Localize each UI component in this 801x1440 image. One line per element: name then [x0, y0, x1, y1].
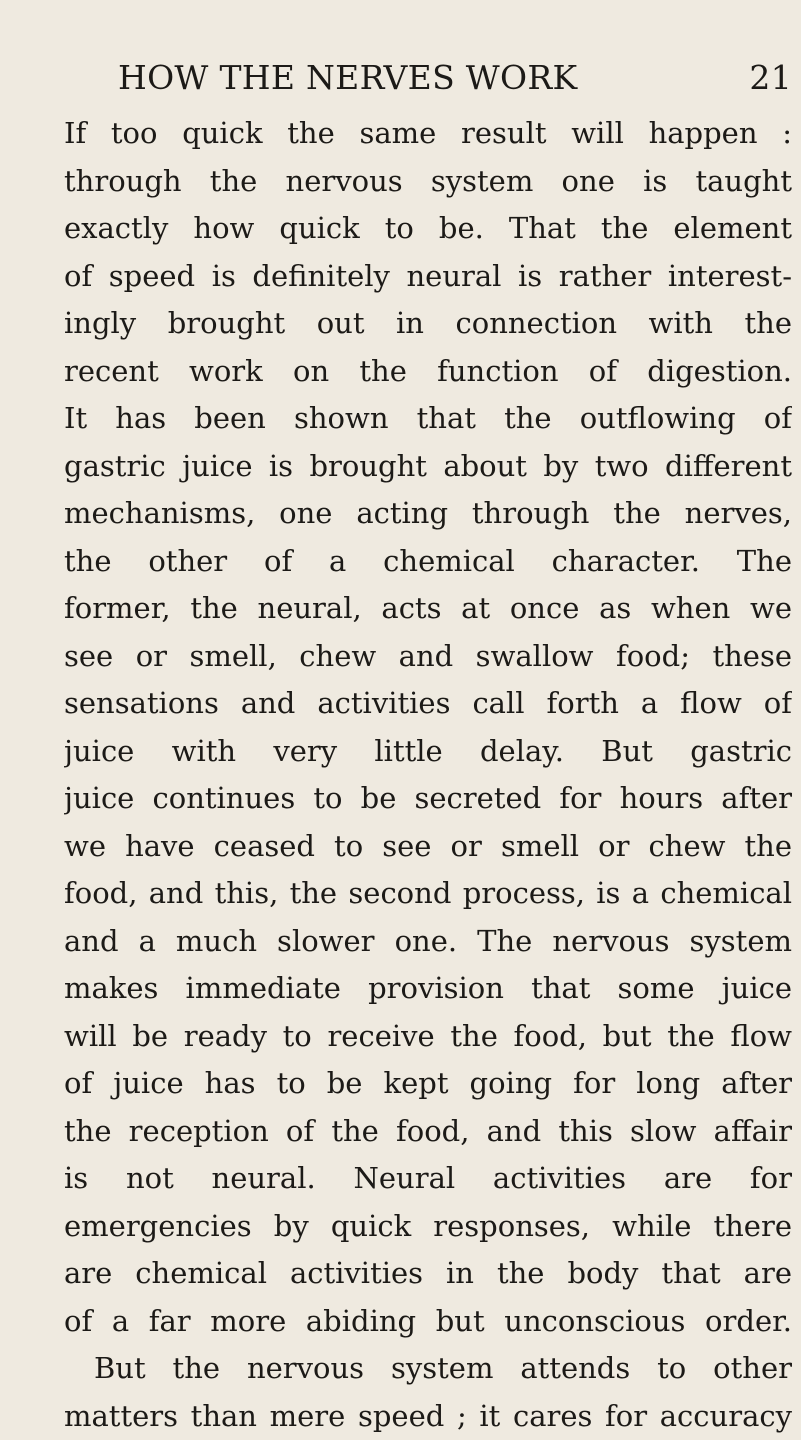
text-line: If too quick the same result will happen : [64, 110, 792, 158]
page-number: 21 [749, 56, 792, 100]
text-line: former, the neural, acts at once as when we [64, 585, 792, 633]
text-line: mechanisms, one acting through the nerves, [64, 490, 792, 538]
text-line: of a far more abiding but unconscious order. [64, 1298, 792, 1346]
text-line: we have ceased to see or smell or chew the [64, 823, 792, 871]
body-text [64, 110, 792, 1440]
text-line: see or smell, chew and swallow food; these [64, 633, 792, 681]
text-line: and a much slower one. The nervous system [64, 918, 792, 966]
text-line: makes immediate provision that some juice [64, 965, 792, 1013]
text-line: food, and this, the second process, is a chemical [64, 870, 792, 918]
text-line: the other of a chemical character. The [64, 538, 792, 586]
text-line: juice continues to be secreted for hours after [64, 775, 792, 823]
running-head [118, 56, 792, 100]
text-line: through the nervous system one is taught [64, 158, 792, 206]
text-line: of juice has to be kept going for long after [64, 1060, 792, 1108]
text-line: ingly brought out in connection with the [64, 300, 792, 348]
text-line: emergencies by quick responses, while there [64, 1203, 792, 1251]
text-line: juice with very little delay. But gastric [64, 728, 792, 776]
running-head-title: HOW THE NERVES WORK [118, 56, 577, 100]
text-line-paragraph-start: But the nervous system attends to other [64, 1345, 792, 1393]
text-line: matters than mere speed ; it cares for accuracy [64, 1393, 792, 1440]
text-line: exactly how quick to be. That the element [64, 205, 792, 253]
text-line: will be ready to receive the food, but the flow [64, 1013, 792, 1061]
text-line: of speed is definitely neural is rather interest- [64, 253, 792, 301]
text-line: It has been shown that the outflowing of [64, 395, 792, 443]
text-line: sensations and activities call forth a flow of [64, 680, 792, 728]
text-line: is not neural. Neural activities are for [64, 1155, 792, 1203]
text-line: recent work on the function of digestion. [64, 348, 792, 396]
text-line: are chemical activities in the body that are [64, 1250, 792, 1298]
text-line: the reception of the food, and this slow affair [64, 1108, 792, 1156]
text-line: gastric juice is brought about by two different [64, 443, 792, 491]
